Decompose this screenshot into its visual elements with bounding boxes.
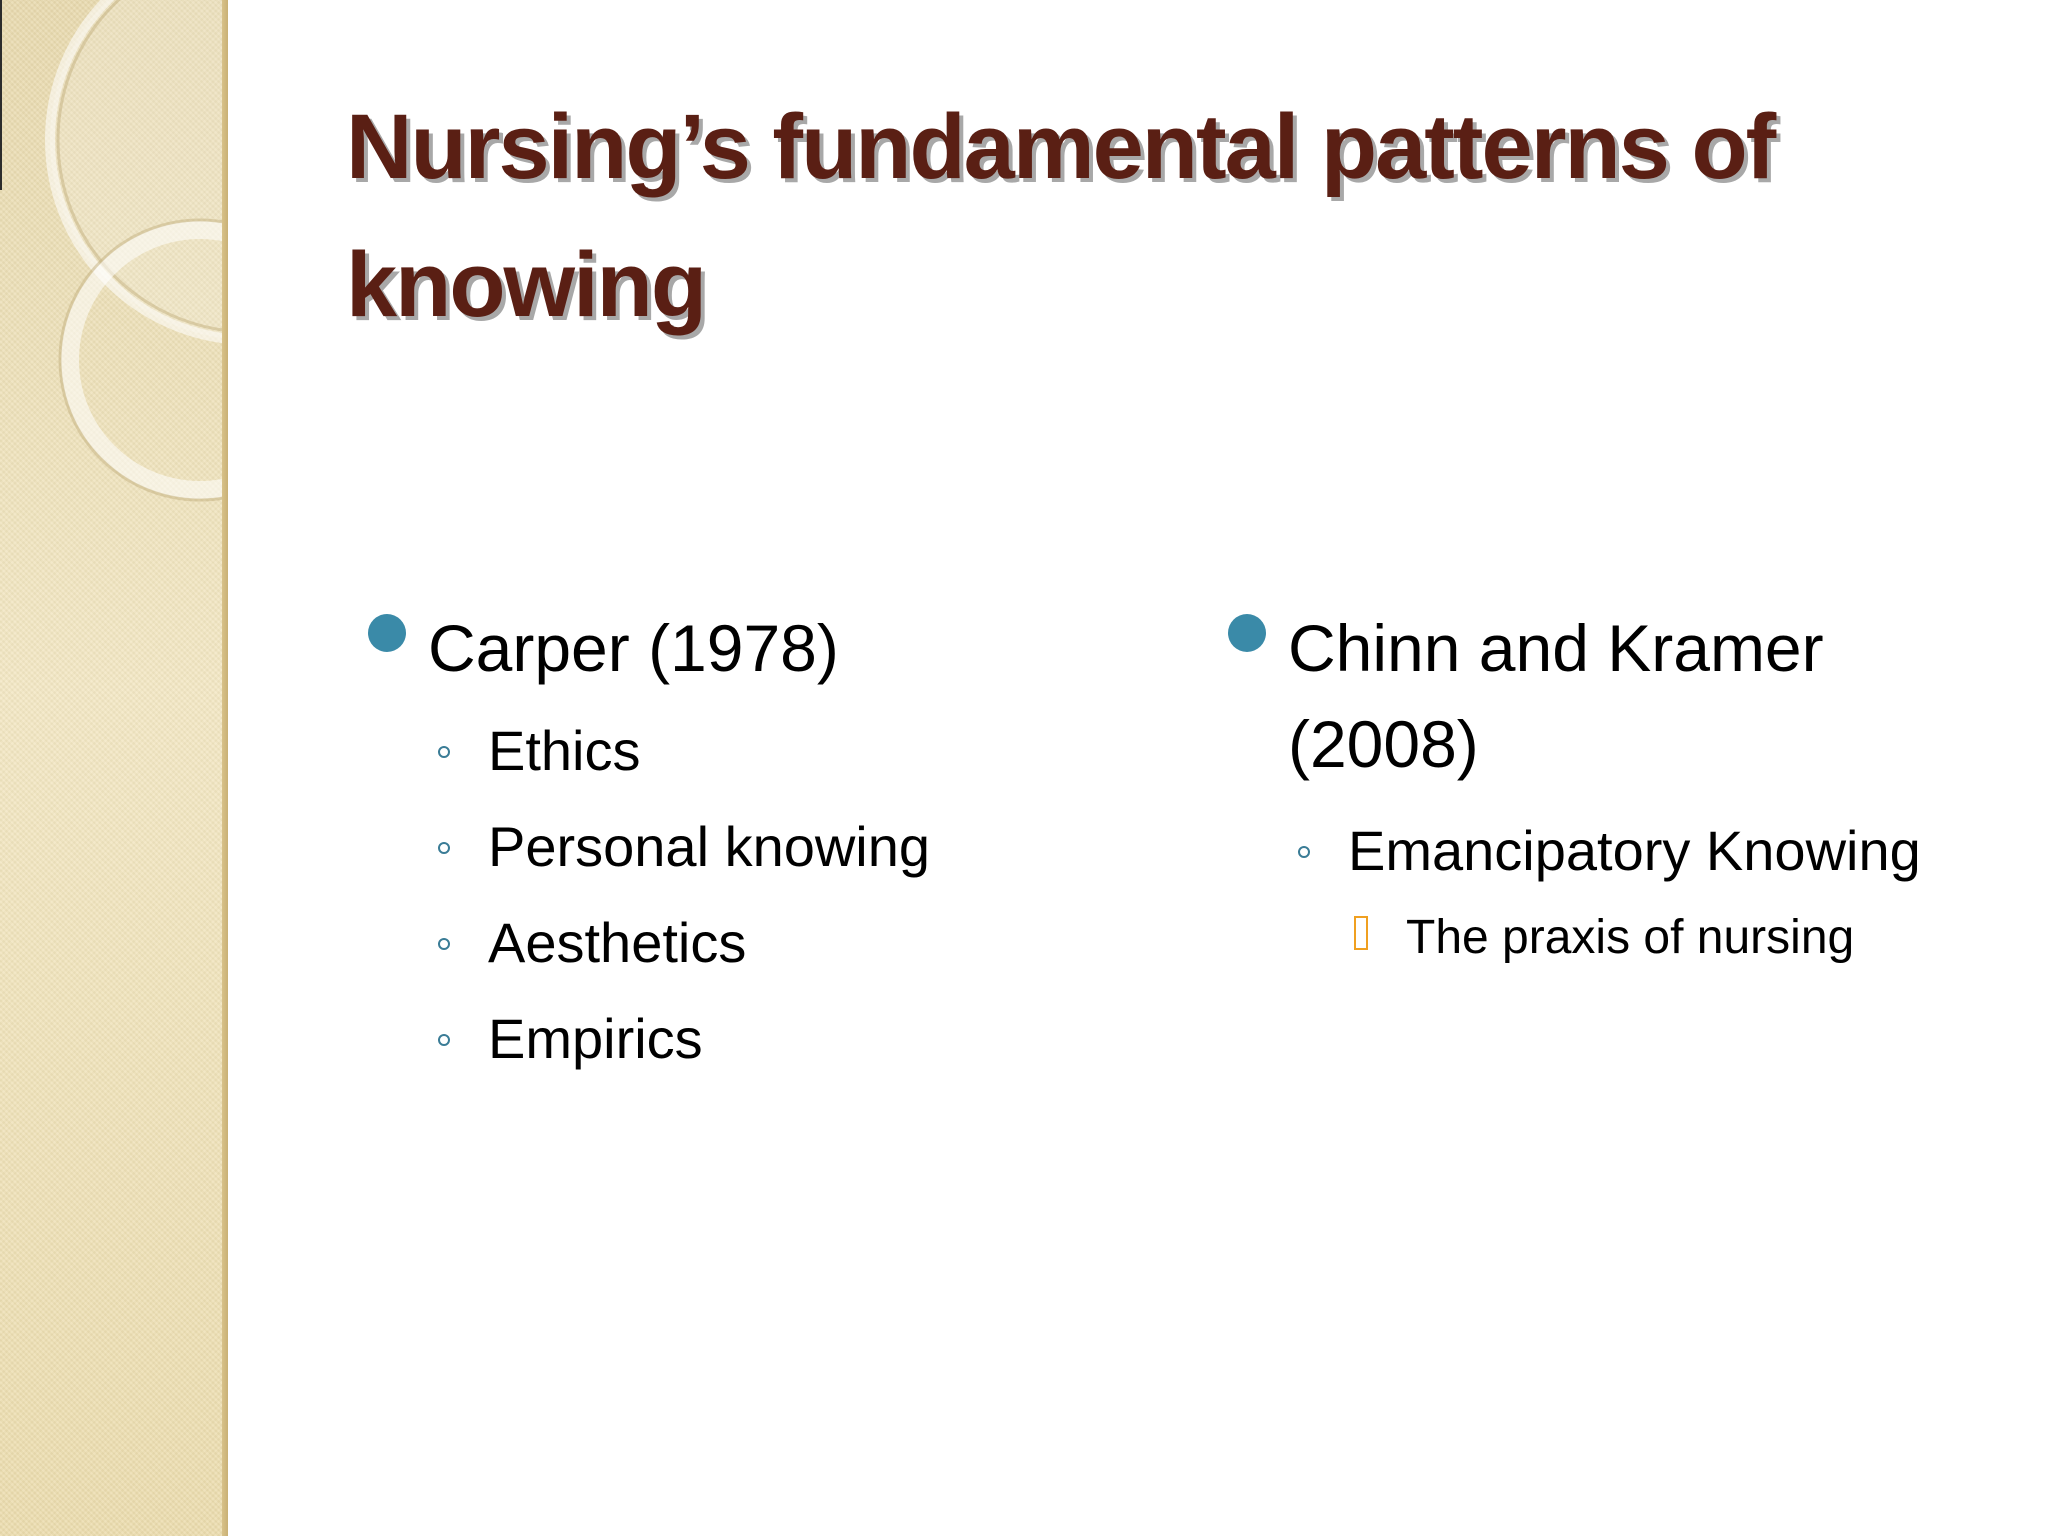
ring-bullet-icon — [438, 1034, 450, 1046]
sub-bullet-personal-knowing — [362, 806, 1182, 888]
sub-bullet-ethics — [362, 710, 1182, 792]
sub-bullet-label: Personal knowing — [488, 815, 931, 878]
sub-sub-bullet-label: The praxis of nursing — [1406, 911, 1855, 964]
sub-sub-bullet-praxis — [1222, 906, 2012, 970]
bullet-chinn-kramer — [1222, 600, 2012, 792]
bullet-carper — [362, 600, 1182, 696]
slide-title: Nursing’s fundamental patterns of knowing — [346, 96, 1775, 336]
carper-sub-list — [362, 710, 1182, 1080]
sub-bullet-label: Aesthetics — [488, 911, 747, 974]
ring-bullet-icon — [438, 746, 450, 758]
sub-bullet-label: Emancipatory Knowing — [1348, 819, 1921, 882]
sub-bullet-label: Ethics — [488, 719, 641, 782]
chinn-kramer-sub-list — [1222, 810, 2012, 892]
sub-bullet-emancipatory-knowing — [1222, 810, 2012, 892]
left-column — [362, 600, 1182, 1080]
bullet-dot-icon — [368, 614, 406, 652]
sub-bullet-label: Empirics — [488, 1007, 703, 1070]
decorative-side-panel — [0, 0, 228, 1536]
bullet-dot-icon — [1228, 614, 1266, 652]
panel-edge — [222, 0, 228, 1536]
decorative-circles — [0, 0, 228, 520]
bullet-chinn-kramer-label: Chinn and Kramer (2008) — [1288, 611, 1824, 781]
ring-bullet-icon — [438, 938, 450, 950]
ring-bullet-icon — [1298, 846, 1310, 858]
ring-bullet-icon — [438, 842, 450, 854]
right-column — [1222, 600, 2012, 970]
sub-bullet-aesthetics — [362, 902, 1182, 984]
square-bullet-icon — [1354, 916, 1368, 950]
bullet-carper-label: Carper (1978) — [428, 611, 839, 685]
sub-bullet-empirics — [362, 998, 1182, 1080]
decorative-circle-large — [50, 0, 228, 340]
